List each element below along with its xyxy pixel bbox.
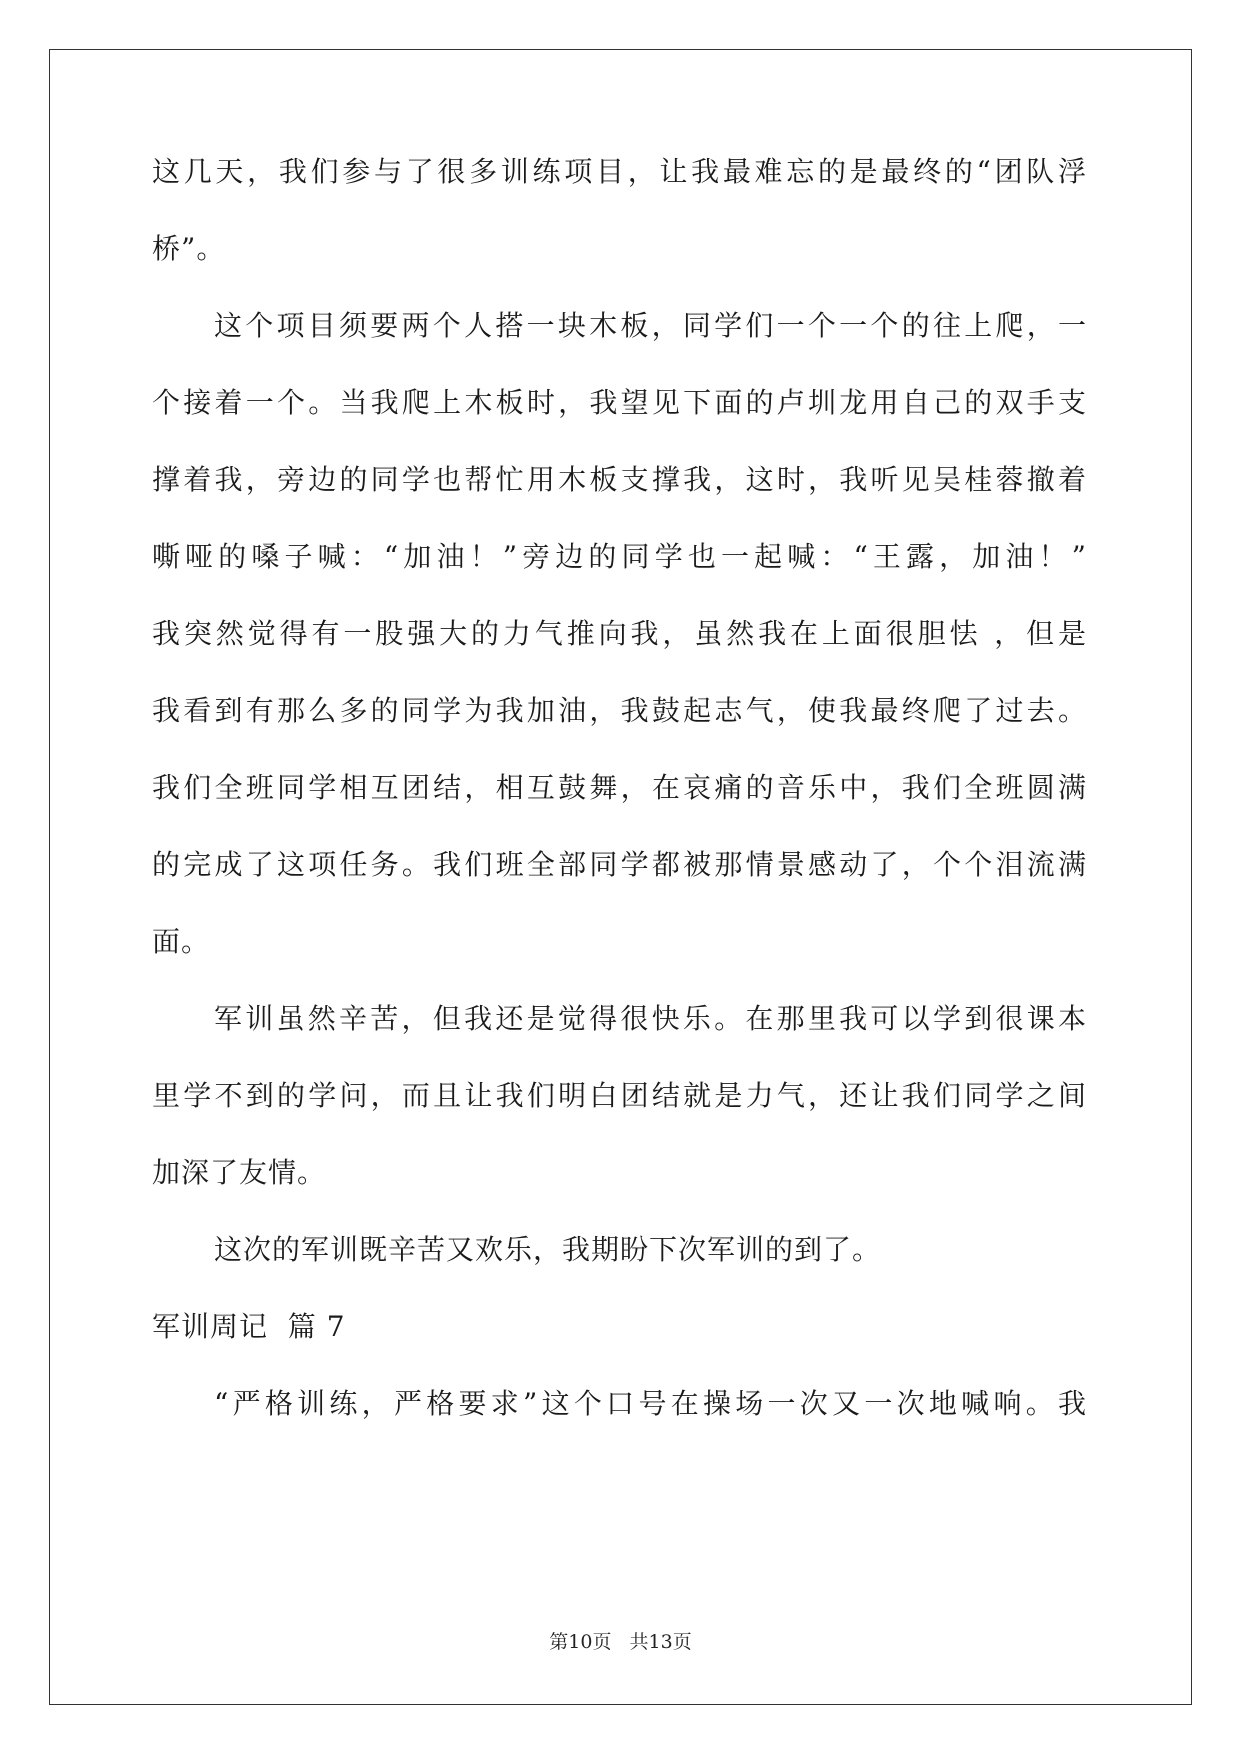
- text-line: 这个项目须要两个人搭一块木板，同学们一个一个的往上爬，一: [214, 309, 1087, 342]
- text-line: 的完成了这项任务。我们班全部同学都被那情景感动了，个个泪流满: [152, 848, 1087, 881]
- page-footer: [0, 1627, 1241, 1654]
- text-line: 撑着我，旁边的同学也帮忙用木板支撑我，这时，我听见吴桂蓉撤着: [152, 463, 1087, 496]
- text-line: 加深了友情。: [152, 1156, 327, 1189]
- text-line: 军训虽然辛苦，但我还是觉得很快乐。在那里我可以学到很课本: [214, 1002, 1087, 1035]
- text-line: 嘶哑的嗓子喊：“加油！”旁边的同学也一起喊：“王露，加油！”: [152, 540, 1087, 573]
- text-line: 我们全班同学相互团结，相互鼓舞，在哀痛的音乐中，我们全班圆满: [152, 771, 1087, 804]
- text-line: 我突然觉得有一股强大的力气推向我，虽然我在上面很胆怯 ，但是: [152, 617, 1087, 650]
- text-line: “严格训练，严格要求”这个口号在操场一次又一次地喊响。我: [214, 1387, 1087, 1420]
- text-line: 个接着一个。当我爬上木板时，我望见下面的卢圳龙用自己的双手支: [152, 386, 1087, 419]
- page-number: 第10页: [549, 1631, 612, 1653]
- text-line: 里学不到的学问，而且让我们明白团结就是力气，还让我们同学之间: [152, 1079, 1087, 1112]
- text-line: 我看到有那么多的同学为我加油，我鼓起志气，使我最终爬了过去。: [152, 694, 1087, 727]
- text-line: 面。: [152, 925, 211, 958]
- section-heading: 军训周记 篇 7: [152, 1310, 346, 1343]
- text-line: 这次的军训既辛苦又欢乐，我期盼下次军训的到了。: [214, 1233, 882, 1266]
- text-line: 这几天，我们参与了很多训练项目，让我最难忘的是最终的“团队浮: [152, 155, 1087, 188]
- text-line: 桥”。: [152, 232, 226, 265]
- page-total: 共13页: [629, 1631, 692, 1653]
